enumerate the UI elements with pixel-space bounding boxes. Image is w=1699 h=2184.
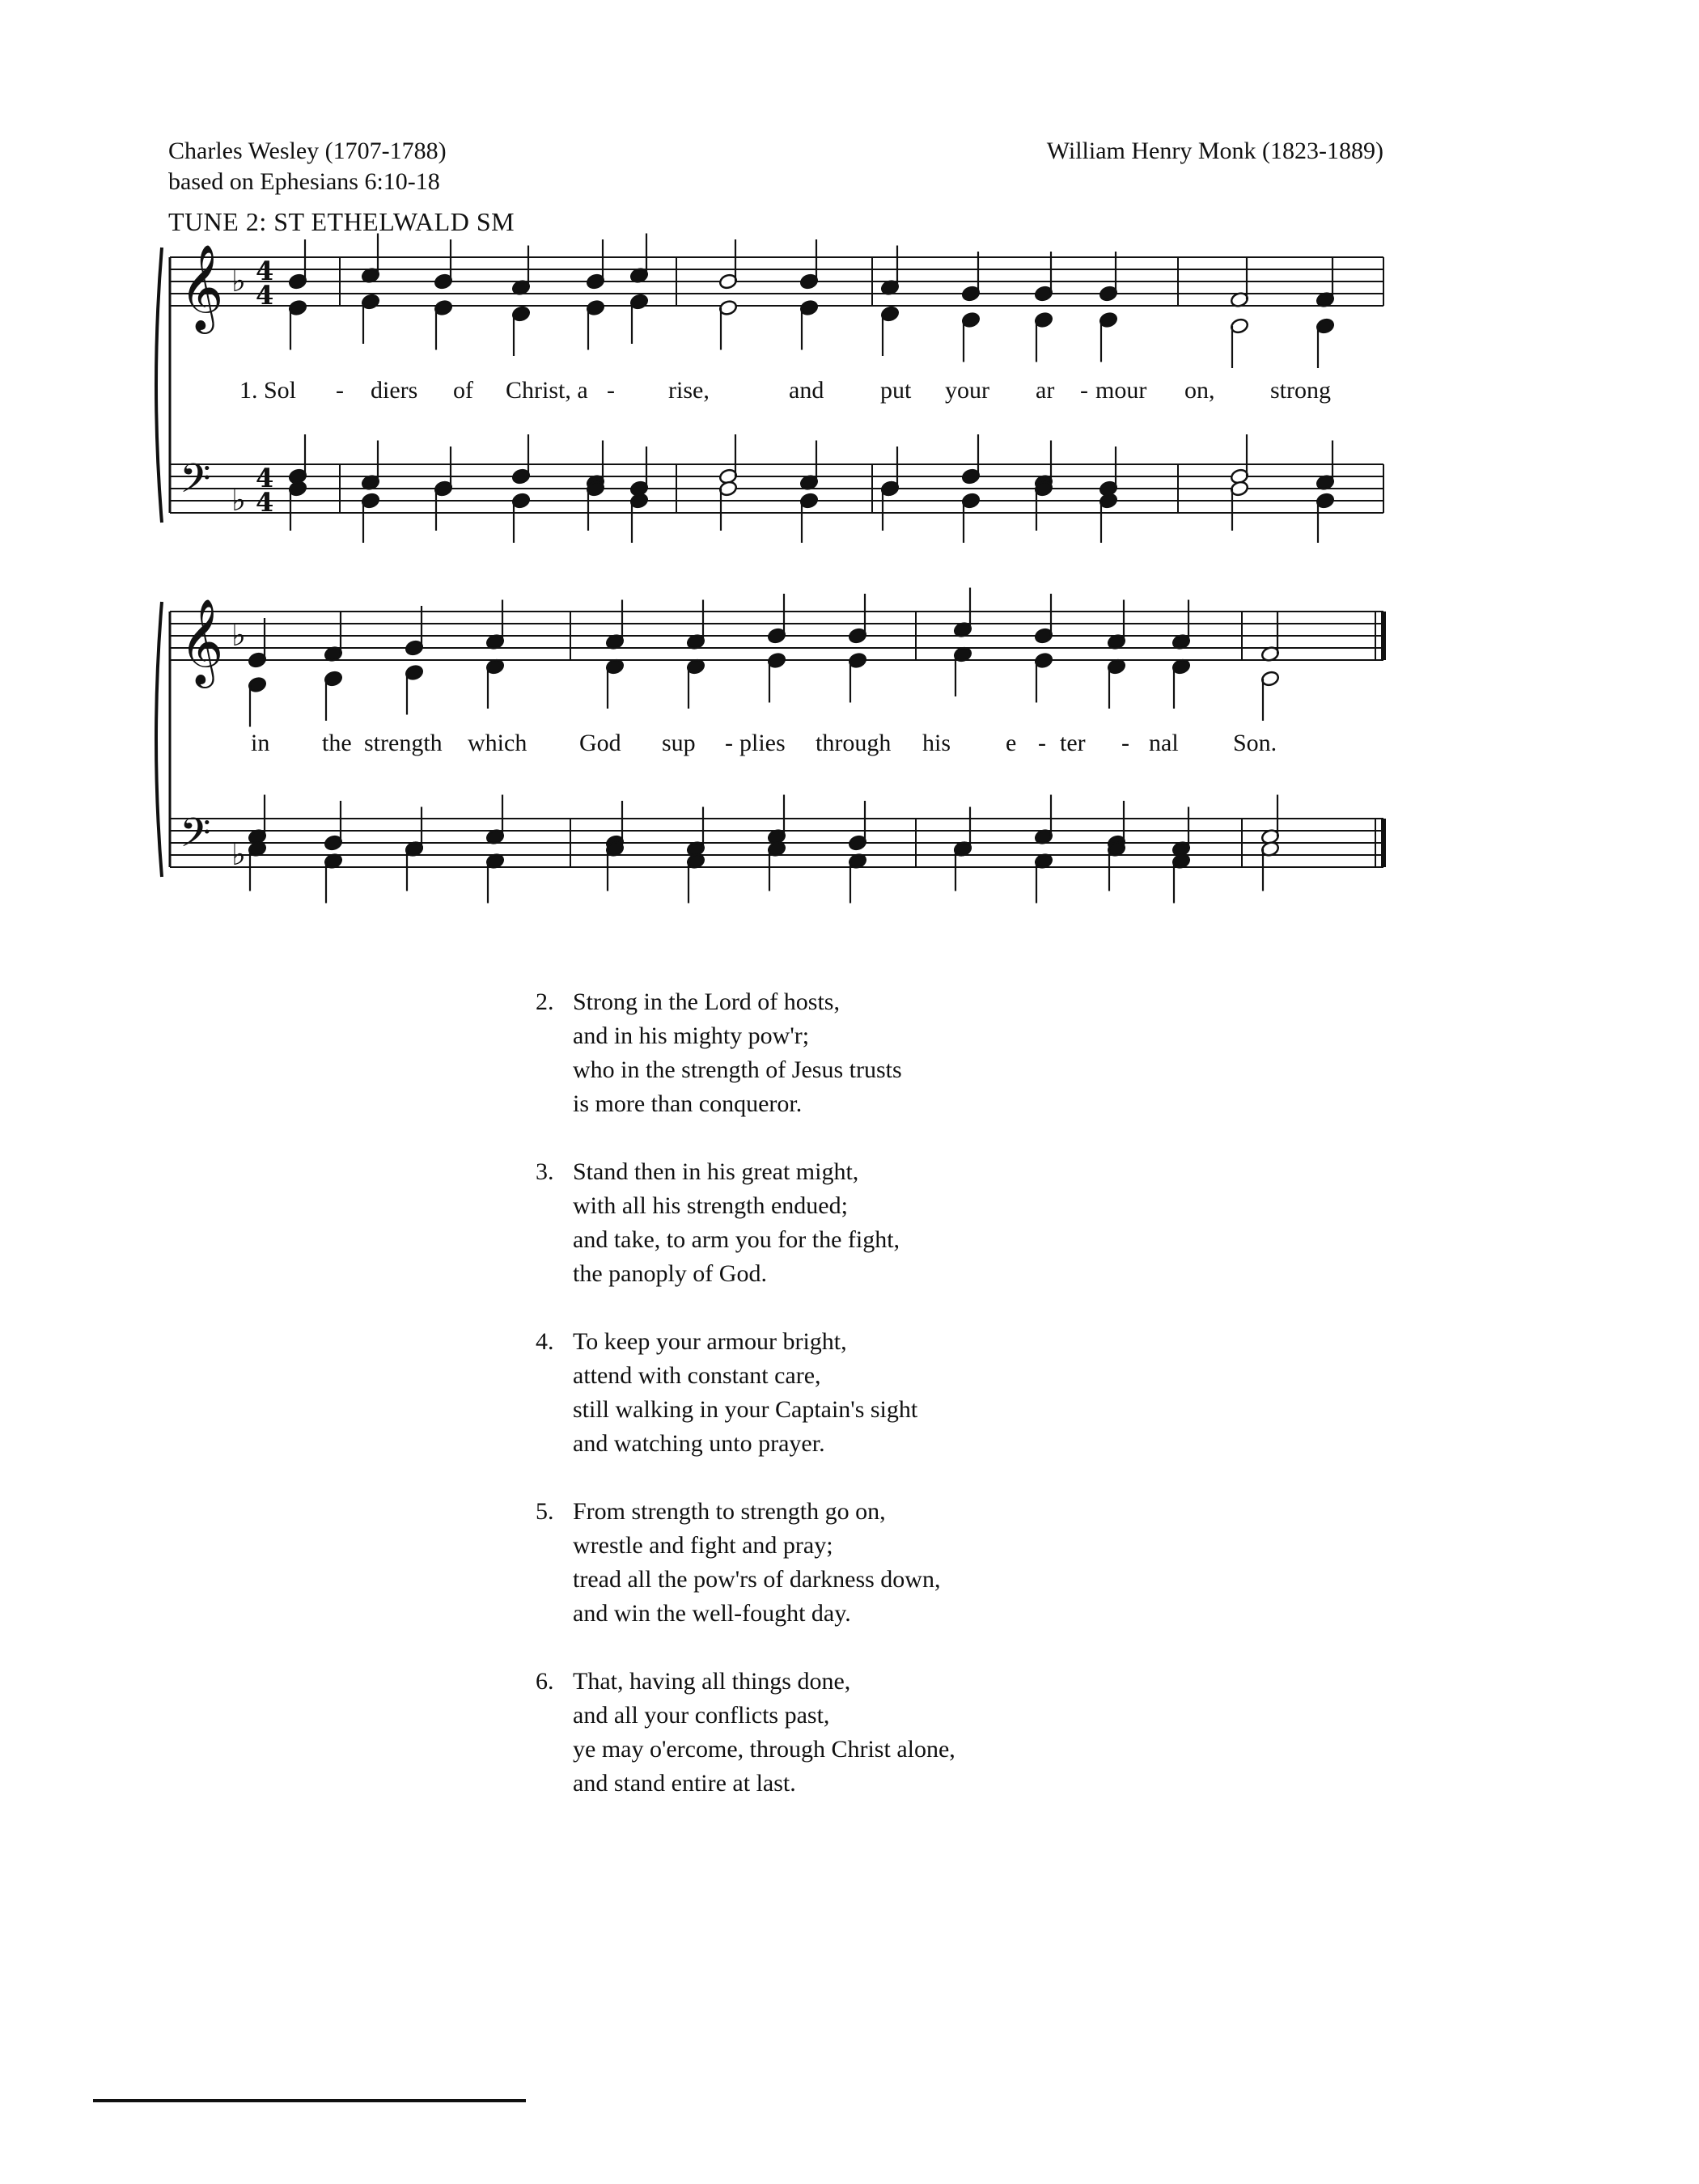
verse-2 (536, 985, 955, 1121)
lyric-syllable: in (251, 730, 270, 756)
flat-key-signature-icon: ♭ (231, 836, 246, 872)
verse-number: 3. (536, 1158, 554, 1185)
verse-line: and win the well-fought day. (573, 1600, 851, 1627)
lyric-syllable: plies (739, 730, 786, 756)
lyric-hyphen: - (607, 377, 615, 404)
verse-line: tread all the pow'rs of darkness down, (573, 1566, 941, 1593)
lyric-syllable: Son. (1233, 730, 1277, 756)
lyric-syllable: sup (662, 730, 696, 756)
tune-name: TUNE 2: ST ETHELWALD SM (168, 207, 515, 236)
verse-line: To keep your armour bright, (573, 1328, 847, 1355)
treble-clef-icon: 𝄞 (180, 598, 224, 684)
lyric-syllable: strong (1270, 377, 1331, 404)
verse-number: 6. (536, 1668, 554, 1695)
lyric-hyphen: - (336, 377, 344, 404)
music-composer: William Henry Monk (1823-1889) (1046, 138, 1383, 164)
lyric-syllable: through (816, 730, 892, 756)
lyric-syllable: which (468, 730, 527, 756)
lyric-syllable: strength (364, 730, 443, 756)
bass-clef-icon: 𝄢 (180, 455, 211, 512)
flat-key-signature-icon: ♭ (231, 263, 246, 298)
lyric-syllable: nal (1149, 730, 1179, 756)
verse-line: Stand then in his great might, (573, 1158, 859, 1185)
lyric-syllable: on, (1184, 377, 1215, 404)
verse-line: and in his mighty pow'r; (573, 1022, 810, 1049)
lyric-syllable: rise, (668, 377, 710, 404)
lyric-syllable: e (1006, 730, 1017, 756)
lyric-syllable: his (922, 730, 951, 756)
time-signature-top: 4 (256, 463, 274, 493)
time-signature-bottom: 4 (256, 280, 274, 311)
verse-line: wrestle and fight and pray; (573, 1532, 833, 1559)
lyric-syllable: 1. Sol (239, 377, 297, 404)
words-source: based on Ephesians 6:10-18 (168, 168, 440, 195)
lyric-syllable: your (945, 377, 989, 404)
verse-line: is more than conqueror. (573, 1090, 803, 1117)
lyric-hyphen: - (725, 730, 733, 756)
flat-key-signature-icon: ♭ (231, 617, 246, 653)
lyric-syllable: God (579, 730, 621, 756)
lyric-hyphen: - (1121, 730, 1129, 756)
lyric-syllable: mour (1095, 377, 1147, 404)
verse-line: who in the strength of Jesus trusts (573, 1056, 902, 1083)
verse-line: Strong in the Lord of hosts, (573, 988, 840, 1015)
verse-line: with all his strength endued; (573, 1192, 848, 1219)
verse-line: still walking in your Captain's sight (573, 1396, 918, 1423)
bass-clef-icon: 𝄢 (180, 810, 211, 866)
system2-lyrics (251, 730, 1277, 756)
lyric-syllable: of (453, 377, 473, 404)
treble-clef-icon: 𝄞 (180, 243, 224, 330)
verse-line: the panoply of God. (573, 1260, 767, 1287)
lyric-hyphen: - (1080, 377, 1088, 404)
system1-lyrics (239, 377, 1331, 404)
verse-line: attend with constant care, (573, 1362, 821, 1389)
system-bracket (156, 248, 162, 523)
verse-3 (536, 1155, 955, 1291)
verses-block (536, 985, 955, 1835)
lyric-syllable: Christ, a (506, 377, 588, 404)
flat-key-signature-icon: ♭ (231, 482, 246, 518)
music-score (0, 0, 1699, 930)
verse-line: and stand entire at last. (573, 1770, 796, 1797)
verse-line: ye may o'ercome, through Christ alone, (573, 1736, 955, 1763)
staff-systems (156, 234, 1383, 904)
verse-line: and watching unto prayer. (573, 1430, 825, 1457)
lyric-syllable: put (880, 377, 912, 404)
time-signature-top: 4 (256, 256, 274, 286)
system-bracket (156, 602, 162, 877)
lyric-syllable: the (322, 730, 352, 756)
verse-4 (536, 1325, 955, 1461)
verse-number: 4. (536, 1328, 554, 1355)
verse-6 (536, 1665, 955, 1801)
lyric-syllable: ter (1060, 730, 1086, 756)
lyric-syllable: and (789, 377, 824, 404)
lyric-syllable: diers (371, 377, 418, 404)
lyric-syllable: ar (1036, 377, 1055, 404)
verse-5 (536, 1495, 955, 1631)
verse-line: From strength to strength go on, (573, 1498, 886, 1525)
verse-number: 2. (536, 988, 554, 1015)
verse-line: and take, to arm you for the fight, (573, 1226, 900, 1253)
words-author: Charles Wesley (1707-1788) (168, 138, 447, 164)
verse-line: That, having all things done, (573, 1668, 851, 1695)
verse-number: 5. (536, 1498, 554, 1525)
verse-line: and all your conflicts past, (573, 1702, 830, 1729)
bottom-rule (93, 2099, 526, 2102)
lyric-hyphen: - (1038, 730, 1046, 756)
time-signature-bottom: 4 (256, 487, 274, 518)
